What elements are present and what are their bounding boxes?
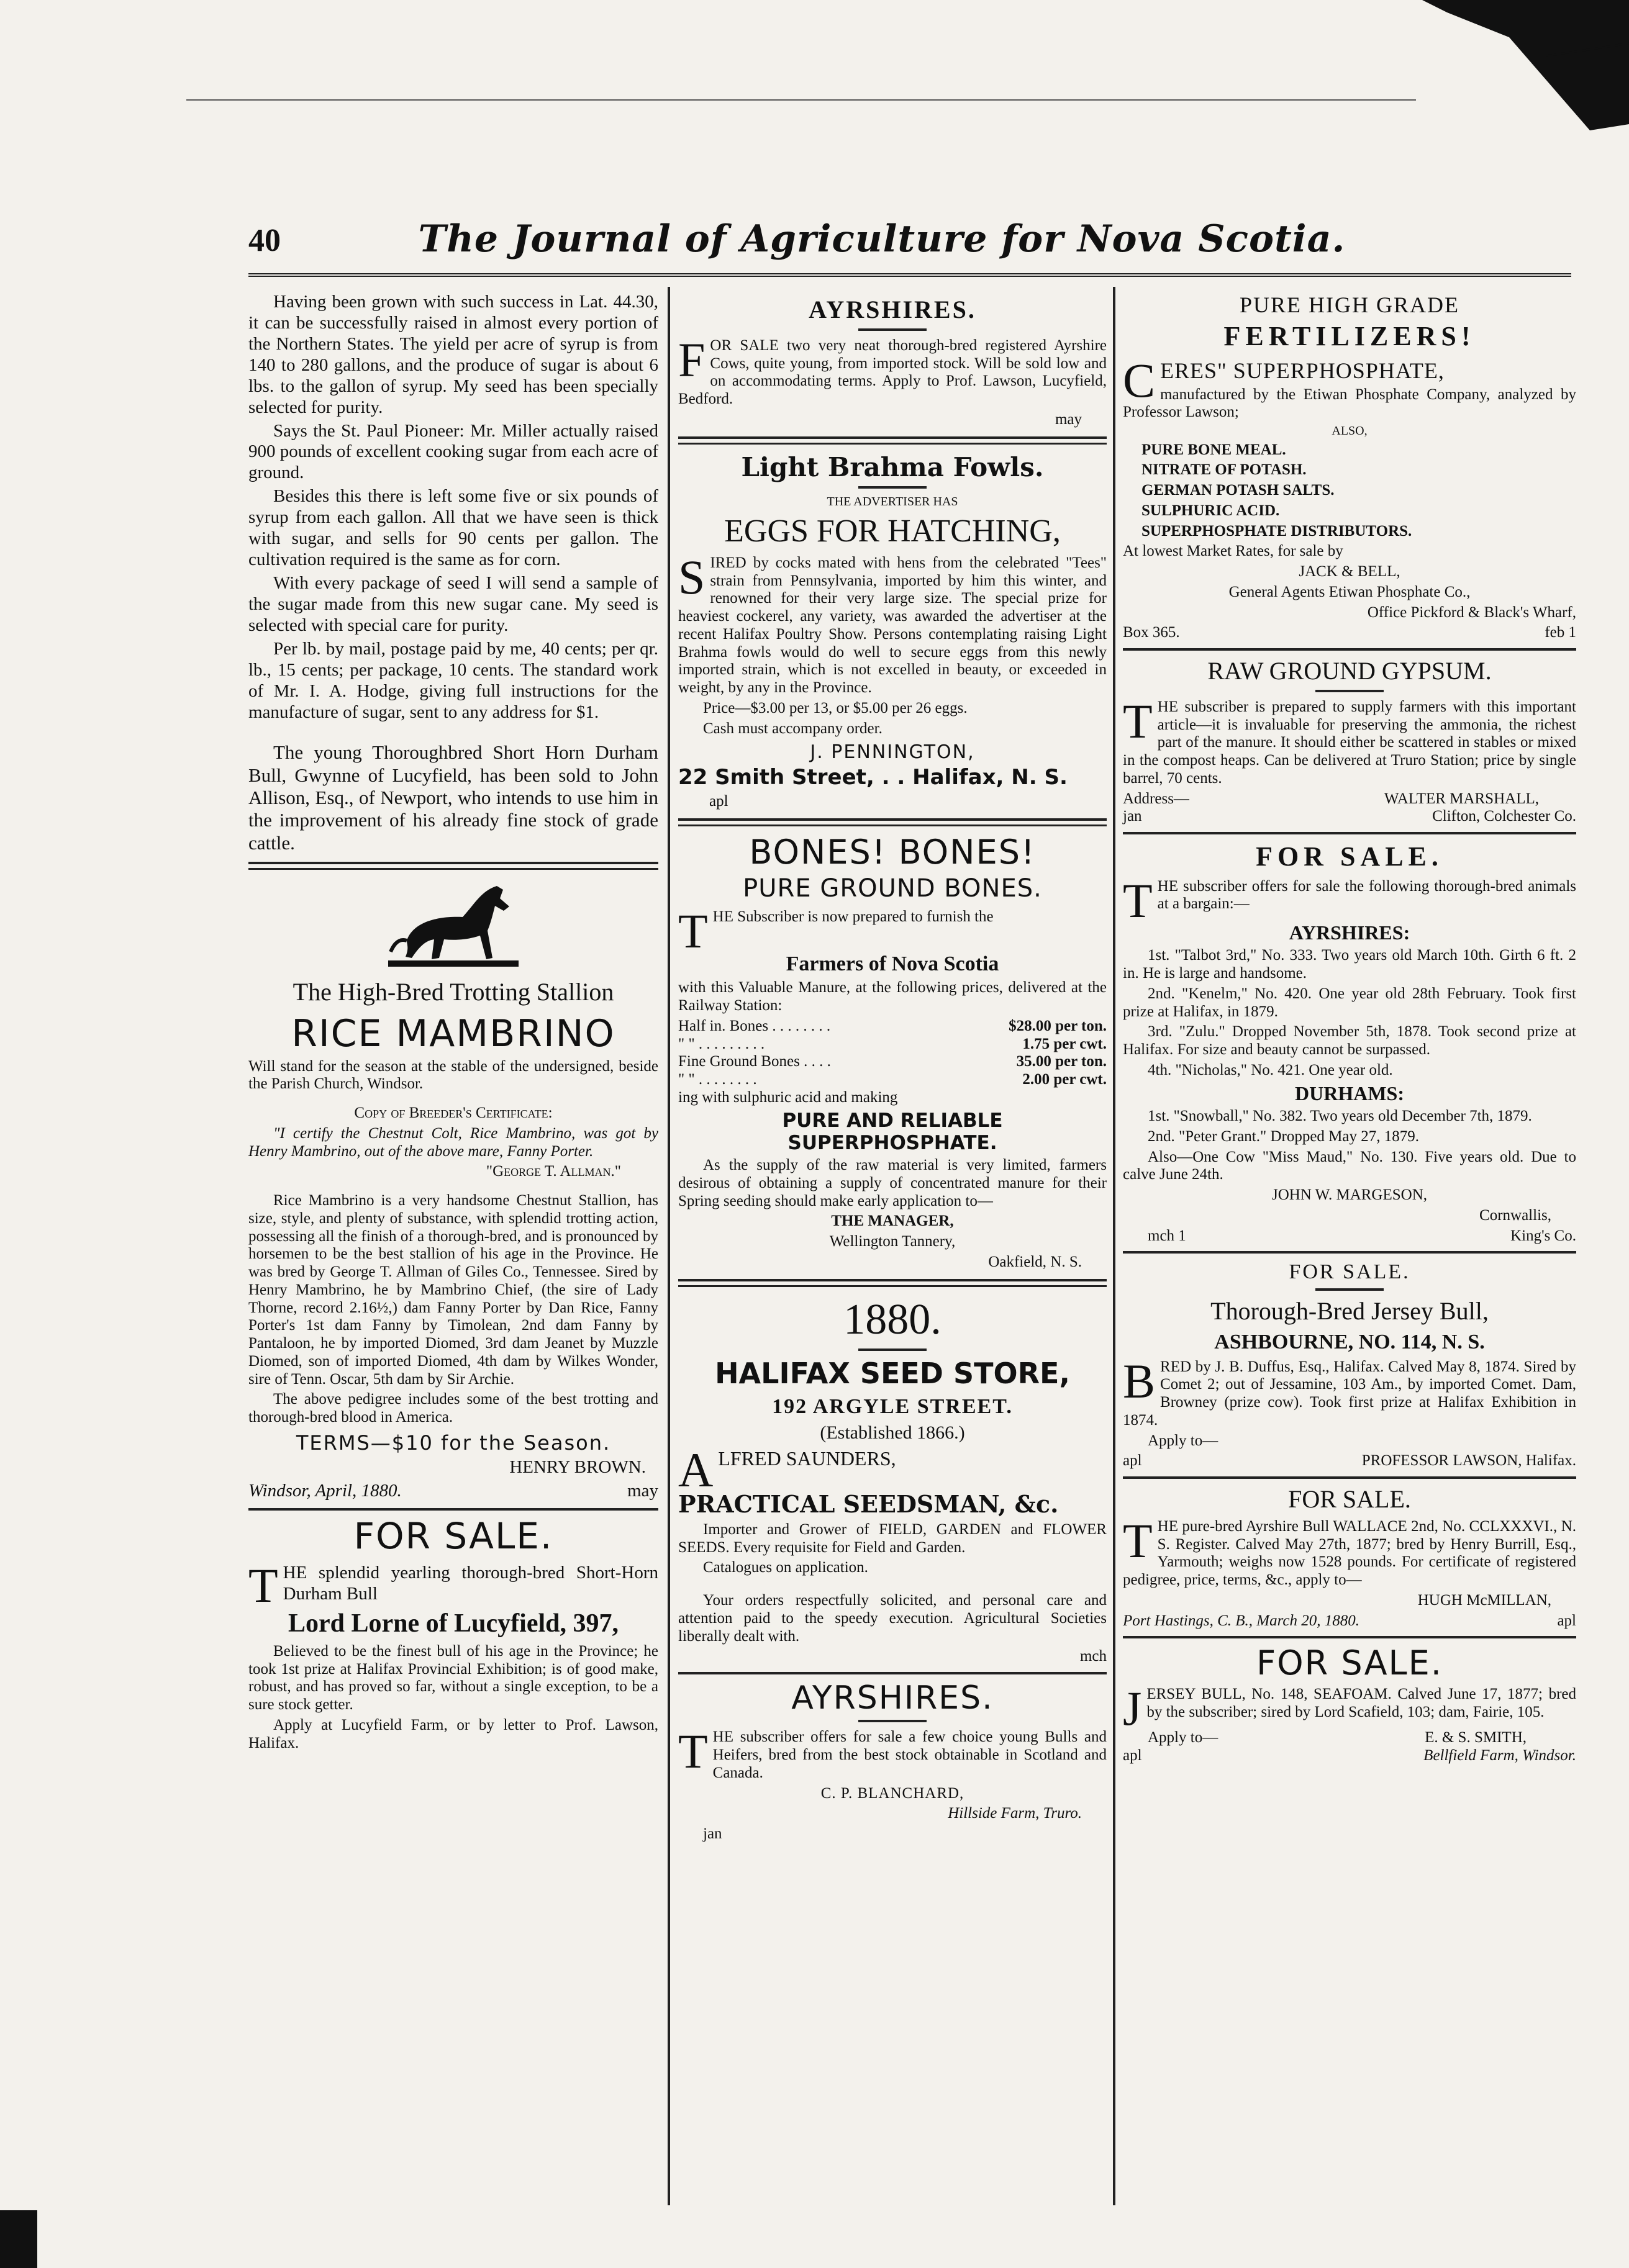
seedstore-year: 1880. [843, 1295, 942, 1344]
jersey-heading: FOR SALE. [1289, 1260, 1410, 1284]
certificate-text: "I certify the Chestnut Colt, Rice Mambrino, was got by Henry Mambrino, out of the above mare, Fanny Porter. [248, 1124, 658, 1160]
fert-item: SULPHURIC ACID. [1141, 502, 1280, 519]
bones-manager: THE MANAGER, [831, 1213, 954, 1230]
section-rule [1123, 1476, 1576, 1479]
price-row [678, 1053, 1107, 1071]
price-item: Fine Ground Bones . . . . [678, 1053, 831, 1070]
wallace-place: Port Hastings, C. B., March 20, 1880. [1123, 1612, 1360, 1629]
stallion-heading: The High-Bred Trotting Stallion [293, 977, 614, 1006]
fert-code: feb 1 [1545, 624, 1576, 641]
ayrshires2-code: jan [703, 1825, 722, 1843]
bull-sold-note: The young Thoroughbred Short Horn Durham Bull, Gwynne of Lucyfield, has been sold to John Allison, Esq., of Newport, who intends to use him in the improvement of his already fine stock of grade cattle. [248, 741, 658, 854]
seafoam-name: E. & S. SMITH, [1425, 1729, 1527, 1746]
fert-seller: JACK & BELL, [1299, 563, 1400, 581]
jersey-contact: PROFESSOR LAWSON, Halifax. [1361, 1452, 1576, 1470]
fert-rates: At lowest Market Rates, for sale by [1123, 543, 1343, 560]
stallion-name: RICE MAMBRINO [291, 1011, 615, 1055]
ayrshires-subheading: AYRSHIRES: [1289, 921, 1410, 944]
bones-mixing: ing with sulphuric acid and making [678, 1088, 898, 1106]
page-number: 40 [248, 223, 281, 258]
brahma-code: apl [709, 793, 728, 810]
ayrshire-item: 4th. "Nicholas," No. 421. One year old. [1148, 1061, 1393, 1078]
dash-rule [1315, 690, 1384, 692]
lorne-lead-text: HE splendid yearling thorough-bred Short-Horn Durham Bull [283, 1562, 658, 1604]
section-rule [678, 1279, 1107, 1287]
dash-rule [858, 486, 927, 489]
jersey-title: Thorough-Bred Jersey Bull, [1210, 1297, 1489, 1326]
fert-item: SUPERPHOSPHATE DISTRIBUTORS. [1141, 522, 1412, 540]
scan-corner-artifact [1422, 0, 1629, 149]
fert-agents: General Agents Etiwan Phosphate Co., [1228, 583, 1471, 600]
jersey-code: apl [1123, 1452, 1142, 1470]
durham-item: 1st. "Snowball," No. 382. Two years old December 7th, 1879. [1148, 1108, 1532, 1125]
price-row [678, 1036, 1107, 1054]
dash-rule [858, 1720, 927, 1722]
seafoam-apply-row [1123, 1729, 1576, 1747]
drop-cap: J [1123, 1681, 1142, 1735]
seedstore-heading: HALIFAX SEED STORE, [715, 1357, 1070, 1391]
seafoam-body: ERSEY BULL, No. 148, SEAFOAM. Calved June 17, 1877; bred by the subscriber; sired by Lord Scafield, 103; dam, Fairie, 105. [1146, 1685, 1576, 1720]
lorne-name: Lord Lorne of Lucyfield, 397, [288, 1609, 619, 1638]
header-rule [248, 273, 1571, 277]
forsale-heading: FOR SALE. [1256, 841, 1443, 872]
stallion-intro: Will stand for the season at the stable of the undersigned, beside the Parish Church, Windsor. [248, 1057, 658, 1093]
fert-also: ALSO, [1332, 424, 1368, 438]
forsale-footer [1123, 1227, 1576, 1245]
gypsum-address-label: Address— [1123, 790, 1189, 807]
brahma-address: 22 Smith Street, . . Halifax, N. S. [678, 765, 1068, 790]
brahma-heading: Light Brahma Fowls. [741, 451, 1044, 482]
fert-office: Office Pickford & Black's Wharf, [1367, 603, 1576, 621]
fert-item: NITRATE OF POTASH. [1141, 461, 1307, 479]
fert-footer [1123, 624, 1576, 642]
lorne-body: Believed to be the finest bull of his age in the Province; he took 1st prize at Halifax Provincial Exhibition; is of good make, robust, and has proved so far, without a single exception, to be a sure stock getter. [248, 1642, 658, 1714]
section-rule [1123, 832, 1576, 834]
sorghum-paragraph: Says the St. Paul Pioneer: Mr. Miller actually raised 900 pounds of excellent cooking sugar from each acre of ground. [248, 420, 658, 483]
brahma-body: IRED by cocks mated with hens from the celebrated "Tees" strain from Pennsylvania, imported by him this winter, and renowned for their very large size. The special prize for heaviest cockerel, any variety, was awarded the advertiser at the recent Halifax Poultry Show. Persons contemplating raising Light Brahma fowls would do well to secure eggs from this newly imported strain, which is not excelled in beauty, or exceeded in weight, by any in the Province. [678, 554, 1107, 697]
bones-heading: BONES! BONES! [749, 833, 1036, 872]
section-rule [678, 436, 1107, 445]
bones-superphosphate: PURE AND RELIABLE SUPERPHOSPHATE. [782, 1109, 1003, 1154]
ayrshires2-farm: Hillside Farm, Truro. [948, 1805, 1082, 1822]
brahma-big: EGGS FOR HATCHING, [724, 513, 1061, 549]
bones-lead: HE Subscriber is now prepared to furnish the [712, 908, 994, 926]
stallion-footer [248, 1481, 658, 1502]
sorghum-paragraph: Having been grown with such success in Lat. 44.30, it can be successfully raised in almost every portion of the Northern States. The yield per acre of syrup is from 140 to 280 gallons, and the produce of sugar is about 6 lbs. to the gallon of syrup. My seed has been specially selected for purity. [248, 292, 658, 417]
price-row [678, 1071, 1107, 1089]
seedstore-orders: Your orders respectfully solicited, and personal care and attention paid to the speedy execution. Agricultural Societies liberally dealt with. [678, 1592, 1107, 1645]
section-rule [678, 1672, 1107, 1674]
seafoam-footer [1123, 1747, 1576, 1765]
durham-item: 2nd. "Peter Grant." Dropped May 27, 1879. [1148, 1127, 1419, 1145]
seedstore-established: (Established 1866.) [820, 1422, 965, 1443]
fert-heading2: FERTILIZERS! [1223, 321, 1476, 352]
stallion-owner: HENRY BROWN. [509, 1457, 646, 1478]
wallace-body: HE pure-bred Ayrshire Bull WALLACE 2nd, No. CCLXXXVI., N. S. Register. Calved May 27th, 1877; bred by Henry Burrill, Esq., Yarmouth; weighs now 1528 pounds. For certificate of registered pedigree, price, terms, &c., apply to— [1123, 1517, 1576, 1589]
seafoam-heading: FOR SALE. [1256, 1643, 1443, 1683]
seedstore-street: 192 ARGYLE STREET. [772, 1395, 1013, 1419]
drop-cap: C [1123, 353, 1156, 407]
ayrshire-item: 1st. "Talbot 3rd," No. 333. Two years old March 10th. Girth 6 ft. 2 in. He is large and handsome. [1123, 947, 1576, 982]
section-rule [248, 1508, 658, 1511]
fert-item: GERMAN POTASH SALTS. [1141, 482, 1335, 499]
fert-lead: ERES" SUPERPHOSPHATE, [1160, 358, 1445, 383]
price-item: " " . . . . . . . . . [678, 1035, 765, 1052]
drop-cap: T [678, 1724, 708, 1779]
ayrshires-heading: AYRSHIRES. [809, 296, 976, 323]
wallace-footer [1123, 1612, 1576, 1630]
seedstore-owner: LFRED SAUNDERS, [718, 1447, 896, 1470]
column-2 [678, 292, 1107, 1846]
lorne-apply: Apply at Lucyfield Farm, or by letter to Prof. Lawson, Halifax. [248, 1716, 658, 1751]
sorghum-paragraph: Besides this there is left some five or six pounds of syrup from each gallon. All that we have seen is thick with sugar, and sells for 90 cents per gallon. The cultivation required is the same as for corn. [248, 486, 658, 570]
horse-icon [382, 879, 525, 972]
stallion-terms: TERMS—$10 for the Season. [296, 1430, 611, 1455]
certificate-signature: "George T. Allman." [486, 1163, 621, 1180]
fert-item: PURE BONE MEAL. [1141, 441, 1286, 458]
stallion-code: may [627, 1481, 658, 1501]
bones-place: Oakfield, N. S. [988, 1253, 1082, 1270]
brahma-price: Price—$3.00 per 13, or $5.00 per 26 eggs. [703, 699, 968, 716]
ayrshire-item: 3rd. "Zulu." Dropped November 5th, 1878. Took second prize at Halifax. For size and beauty cannot be surpassed. [1123, 1023, 1576, 1059]
brahma-sub: THE ADVERTISER HAS [827, 494, 958, 508]
jersey-apply: Apply to— [1148, 1432, 1218, 1449]
fert-box: Box 365. [1123, 624, 1180, 641]
stallion-place: Windsor, April, 1880. [248, 1481, 402, 1501]
ayrshires2-heading: AYRSHIRES. [791, 1679, 994, 1717]
ayrshires-body: OR SALE two very neat thorough-bred registered Ayrshire Cows, quite young, from imported stock. Will be sold low and on accommodating terms. Apply to Prof. Lawson, Lucyfield, Bedford. [678, 337, 1107, 408]
drop-cap: T [678, 904, 708, 959]
gypsum-name: WALTER MARSHALL, [1384, 790, 1539, 807]
section-rule [1123, 648, 1576, 651]
sorghum-paragraph: With every package of seed I will send a sample of the sugar made from this new sugar cane. My seed is selected with special care for purity. [248, 572, 658, 635]
ayrshires-code: may [1055, 410, 1082, 428]
lorne-heading: FOR SALE. [353, 1515, 553, 1558]
brahma-name: J. PENNINGTON, [810, 741, 975, 764]
gypsum-body: HE subscriber is prepared to supply farmers with this important article—it is invaluable for preserving the ammonia, the richest part of the manure. It should either be scattered in stables or mixed in the compost heaps. Can be delivered at Truro Station; price by single barrel, 70 cents. [1123, 698, 1576, 787]
page-title: The Journal of Agriculture for Nova Scotia. [418, 217, 1346, 261]
durham-item: Also—One Cow "Miss Maud," No. 130. Five years old. Due to calve June 24th. [1123, 1148, 1576, 1183]
pedigree-note: The above pedigree includes some of the best trotting and thorough-bred blood in America. [248, 1391, 658, 1426]
durhams-subheading: DURHAMS: [1295, 1082, 1404, 1105]
price-item: " " . . . . . . . . [678, 1071, 757, 1088]
section-rule [1123, 1251, 1576, 1254]
bones-tannery: Wellington Tannery, [829, 1233, 956, 1250]
column-1 [248, 292, 658, 1755]
gypsum-address-row [1123, 790, 1576, 808]
drop-cap: F [678, 332, 706, 387]
sorghum-paragraph: Per lb. by mail, postage paid by me, 40 cents; per qr. lb., 15 cents; per package, 10 cents. The standard work of Mr. I. A. Hodge, giving full instructions for the manufacture of sugar, sent to any address for $1. [248, 638, 658, 722]
section-rule [1123, 1636, 1576, 1638]
bones-sub: PURE GROUND BONES. [743, 874, 1042, 903]
price-value: 1.75 per cwt. [1022, 1035, 1107, 1052]
bones-body: with this Valuable Manure, at the following prices, delivered at the Railway Station: [678, 979, 1107, 1014]
scan-line-top [186, 99, 1416, 101]
dash-rule [858, 328, 927, 331]
drop-cap: A [678, 1443, 714, 1498]
lorne-lead [248, 1558, 658, 1612]
ayrshire-item: 2nd. "Kenelm," No. 420. One year old 28th February. Took first prize at Halifax, in 1879. [1123, 985, 1576, 1020]
scan-mark-bottom [0, 2210, 37, 2268]
column-divider-2 [1113, 287, 1115, 2205]
fert-body: manufactured by the Etiwan Phosphate Company, analyzed by Professor Lawson; [1123, 386, 1576, 421]
drop-cap: T [1123, 873, 1153, 928]
seedstore-body: Importer and Grower of FIELD, GARDEN and FLOWER SEEDS. Every requisite for Field and Garden. [678, 1520, 1107, 1556]
column-3 [1123, 292, 1576, 1765]
dash-rule [1315, 1288, 1384, 1291]
gypsum-place: Clifton, Colchester Co. [1432, 808, 1576, 825]
price-item: Half in. Bones . . . . . . . . [678, 1017, 831, 1034]
seedstore-catalogues: Catalogues on application. [703, 1559, 868, 1576]
drop-cap: B [1123, 1353, 1156, 1408]
brahma-cash: Cash must accompany order. [703, 720, 883, 737]
price-value: $28.00 per ton. [1009, 1017, 1107, 1034]
wallace-name: HUGH McMILLAN, [1417, 1591, 1551, 1609]
seafoam-apply: Apply to— [1148, 1729, 1218, 1746]
ayrshires2-body: HE subscriber offers for sale a few choice young Bulls and Heifers, bred from the best stock obtainable in Scotland and Canada. [712, 1728, 1107, 1781]
forsale-name: JOHN W. MARGESON, [1271, 1186, 1428, 1204]
seafoam-farm: Bellfield Farm, Windsor. [1423, 1746, 1576, 1764]
drop-cap: S [678, 549, 706, 604]
bones-farmers: Farmers of Nova Scotia [786, 952, 999, 976]
column-divider-1 [668, 287, 670, 2205]
forsale-lead: HE subscriber offers for sale the following thorough-bred animals at a bargain:— [1157, 877, 1576, 913]
ayrshires2-name: C. P. BLANCHARD, [820, 1784, 964, 1802]
dash-rule [858, 1349, 927, 1351]
gypsum-heading: RAW GROUND GYPSUM. [1207, 657, 1492, 685]
drop-cap: T [1123, 1513, 1153, 1568]
jersey-footer [1123, 1452, 1576, 1470]
wallace-heading: FOR SALE. [1288, 1485, 1411, 1514]
forsale-code: mch 1 [1148, 1227, 1186, 1244]
forsale-place2: King's Co. [1510, 1227, 1576, 1244]
price-row [678, 1018, 1107, 1036]
gypsum-footer [1123, 808, 1576, 826]
seafoam-code: apl [1123, 1746, 1142, 1764]
fert-heading1: PURE HIGH GRADE [1240, 292, 1459, 317]
jersey-name: ASHBOURNE, NO. 114, N. S. [1214, 1330, 1485, 1353]
drop-cap: T [1123, 694, 1153, 748]
wallace-code: apl [1557, 1612, 1576, 1629]
certificate-heading: Copy of Breeder's Certificate: [354, 1105, 553, 1122]
jersey-body: RED by J. B. Duffus, Esq., Halifax. Calved May 8, 1874. Sired by Comet 2; out of Jessamine, 103 Am., by imported Comet. Dam, Browney (prize cow). Took first prize at Halifax Exhibition in 1874. [1123, 1358, 1576, 1429]
section-rule [678, 818, 1107, 826]
forsale-place1: Cornwallis, [1479, 1206, 1551, 1224]
seedstore-code: mch [1079, 1648, 1107, 1665]
stallion-pedigree: Rice Mambrino is a very handsome Chestnut Stallion, has size, style, and plenty of substance, with splendid trotting action, possessing all the finish of a thorough-bred, and is pronounced by horsemen to be the best stallion of his age in the Province. He was bred by George T. Allman of Giles Co., Tennessee. Sired by Henry Mambrino, he by Mambrino Chief, (the sire of Lady Thorne, record 2.16½,) dam Fanny Porter by Dan Rice, Fanny Porter's 1st dam Fanny by Timolean, 2nd dam Fanny by Pantaloon, he by imported Diomed, 3rd dam Jeanet by Muzzle Diomed, son of imported Diomed, 4th dam by Wilkes Wonder, sire of Tenn. Oscar, 5th dam by Sir Archie. [248, 1192, 658, 1388]
price-value: 35.00 per ton. [1016, 1053, 1107, 1070]
drop-cap: T [248, 1558, 278, 1612]
gypsum-code: jan [1123, 808, 1142, 825]
seedstore-title: PRACTICAL SEEDSMAN, &c. [678, 1490, 1059, 1519]
bones-body2: As the supply of the raw material is very limited, farmers desirous of obtaining a supply of concentrated manure for their Spring seeding should make early application to— [678, 1157, 1107, 1209]
section-rule [248, 862, 658, 870]
price-value: 2.00 per cwt. [1022, 1071, 1107, 1088]
